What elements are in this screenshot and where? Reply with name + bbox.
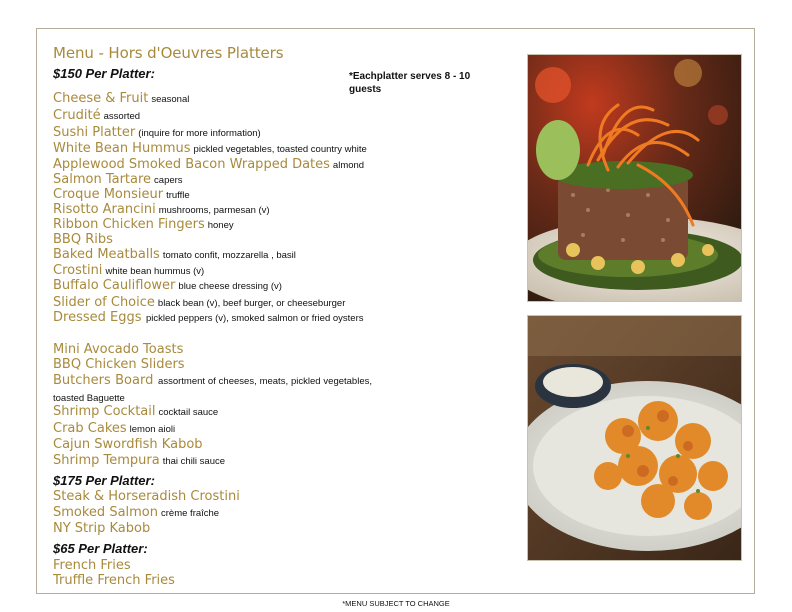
section-price-150: $150 Per Platter: [53, 66, 155, 81]
menu-item [53, 436, 206, 453]
menu-item [53, 572, 178, 589]
item-name: Steak & Horseradish Crostini [53, 489, 240, 504]
item-desc: assorted [103, 111, 141, 122]
menu-title: Menu - Hors d'Oeuvres Platters [53, 44, 284, 62]
item-name: Crab Cakes [53, 421, 127, 436]
item-name: Truffle French Fries [53, 573, 175, 588]
menu-item [53, 356, 188, 373]
menu-item [53, 124, 261, 141]
item-desc: blue cheese dressing (v) [178, 281, 282, 292]
item-name: French Fries [53, 558, 131, 573]
item-name: Ribbon Chicken Fingers [53, 217, 205, 232]
item-desc: truffle [166, 190, 190, 201]
item-name: Sushi Platter [53, 125, 136, 140]
item-name: Crudité [53, 108, 101, 123]
serves-note: *Eachplatter serves 8 - 10 guests [349, 71, 471, 95]
item-desc: cocktail sauce [158, 407, 219, 418]
item-desc: capers [154, 175, 183, 186]
menu-item [53, 90, 189, 107]
item-name: Croque Monsieur [53, 187, 164, 202]
item-desc: honey [207, 220, 234, 231]
menu-item [53, 140, 367, 157]
food-photo-cauliflower [527, 315, 742, 561]
item-name: Cajun Swordfish Kabob [53, 437, 203, 452]
item-name: Cheese & Fruit [53, 91, 149, 106]
item-desc: almond [332, 160, 365, 171]
item-desc: white bean hummus (v) [105, 266, 205, 277]
item-name: Mini Avocado Toasts [53, 342, 184, 357]
item-desc: (inquire for more information) [138, 128, 261, 139]
menu-item [53, 520, 153, 537]
item-name: White Bean Hummus [53, 141, 191, 156]
item-desc: seasonal [151, 94, 190, 105]
item-name: Risotto Arancini [53, 202, 156, 217]
item-desc: tomato confit, mozzarella , basil [162, 250, 296, 261]
item-name: Crostini [53, 263, 103, 278]
menu-item [53, 504, 219, 521]
item-desc: pickled vegetables, toasted country white [193, 144, 367, 155]
item-name: Shrimp Cocktail [53, 404, 156, 419]
section-price-65: $65 Per Platter: [53, 541, 148, 556]
item-name: NY Strip Kabob [53, 521, 151, 536]
item-name: Butchers Board [53, 373, 154, 388]
menu-item [53, 452, 225, 469]
item-name: Baked Meatballs [53, 247, 160, 262]
item-name: Slider of Choice [53, 295, 155, 310]
menu-item [53, 107, 140, 124]
menu-item [53, 277, 282, 294]
item-name: BBQ Chicken Sliders [53, 357, 185, 372]
item-name: Applewood Smoked Bacon Wrapped Dates [53, 157, 330, 172]
menu-item [53, 372, 372, 406]
item-name: Buffalo Cauliflower [53, 278, 176, 293]
item-desc: crème fraîche [161, 508, 220, 519]
section-price-175: $175 Per Platter: [53, 473, 155, 488]
menu-item [53, 309, 372, 326]
menu-item [53, 403, 218, 420]
item-desc: assortment of cheeses, meats, pickled vegetables, toasted Baguette [53, 376, 372, 404]
item-desc: mushrooms, parmesan (v) [158, 205, 270, 216]
item-desc: black bean (v), beef burger, or cheeseburger [157, 298, 346, 309]
menu-item [53, 488, 243, 505]
item-desc: pickled peppers (v), smoked salmon or fried oysters [145, 313, 364, 324]
footer-note: *MENU SUBJECT TO CHANGE [342, 599, 450, 608]
item-name: Shrimp Tempura [53, 453, 160, 468]
item-desc: lemon aioli [129, 424, 176, 435]
food-photo-tartare [527, 54, 742, 302]
item-desc: thai chili sauce [162, 456, 226, 467]
item-name: Salmon Tartare [53, 172, 152, 187]
menu-item [53, 246, 296, 263]
item-name: BBQ Ribs [53, 232, 113, 247]
item-name: Dressed Eggs [53, 310, 142, 325]
item-name: Smoked Salmon [53, 505, 159, 520]
menu-item [53, 420, 175, 437]
